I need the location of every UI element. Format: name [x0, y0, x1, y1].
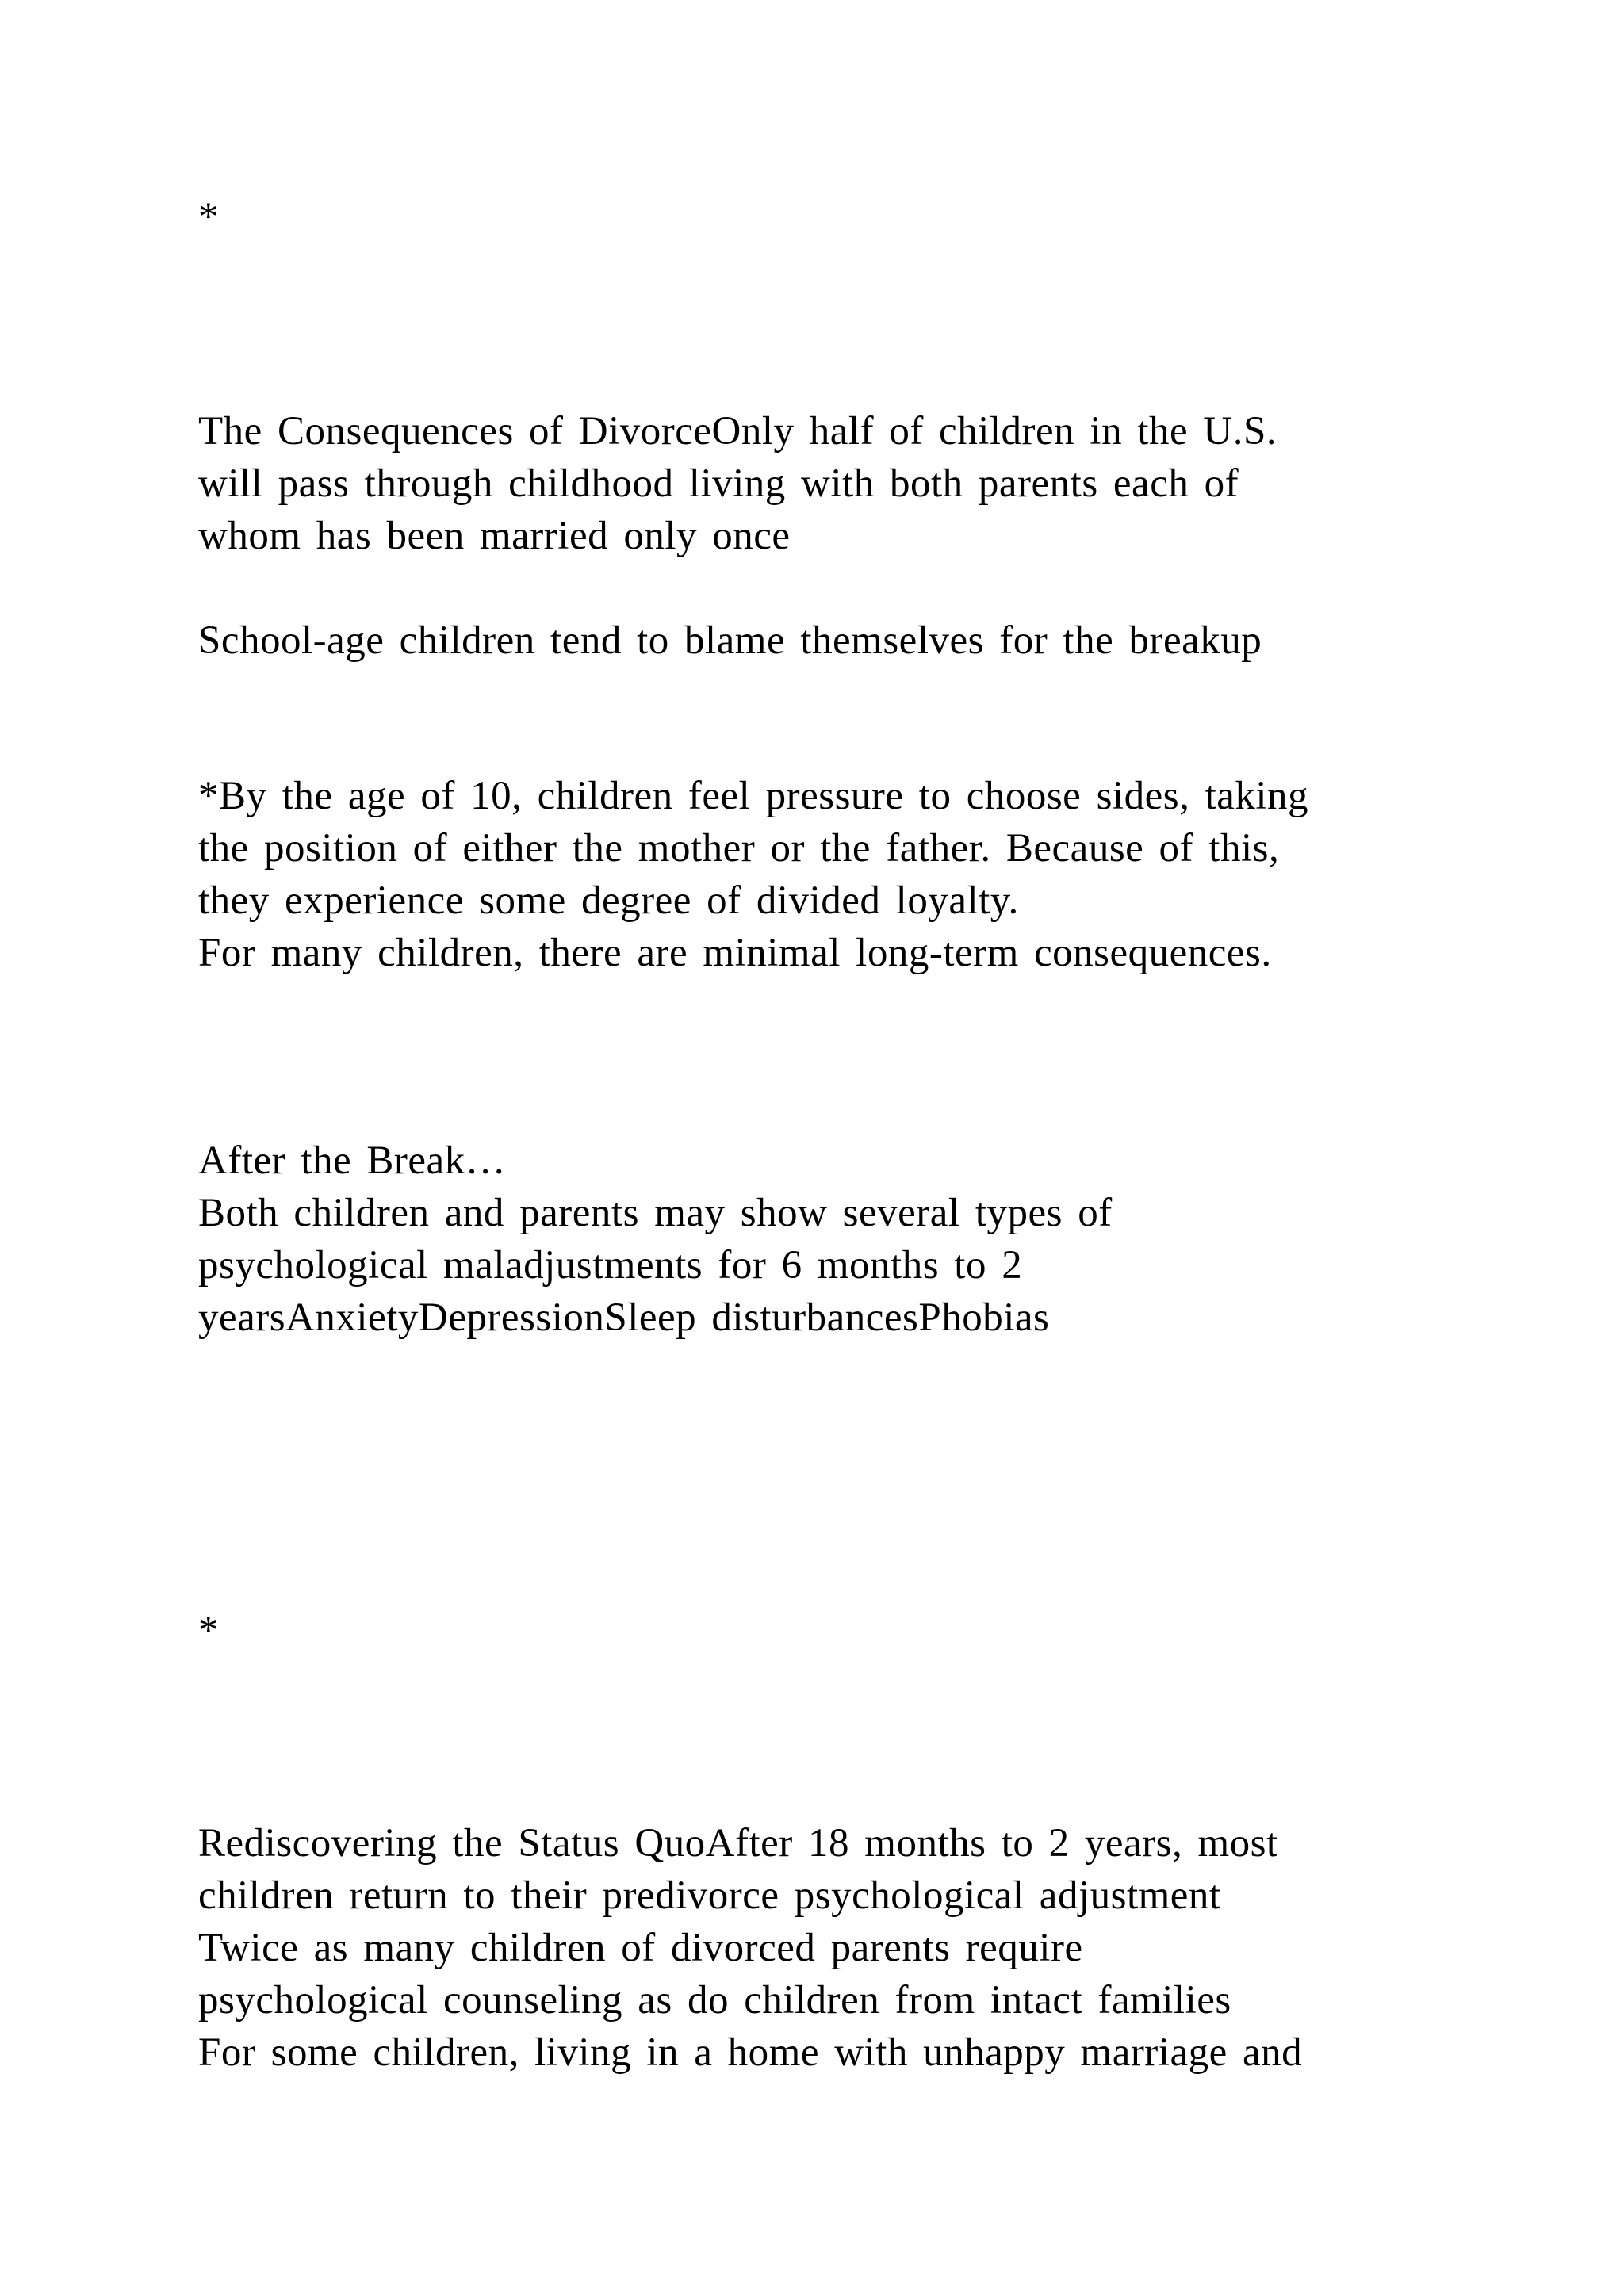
text-line: yearsAnxietyDepressionSleep disturbancesPhobias: [198, 1295, 1050, 1340]
slide-marker-star: *: [198, 195, 219, 239]
text-line: The Consequences of DivorceOnly half of children in the U.S.: [198, 409, 1277, 453]
text-line: psychological counseling as do children from intact families: [198, 1978, 1231, 2022]
slide-marker-star: *: [198, 1609, 219, 1653]
text-line: Twice as many children of divorced parents require: [198, 1926, 1083, 1970]
text-line: After the Break…: [198, 1138, 507, 1183]
text-line: children return to their predivorce psychological adjustment: [198, 1873, 1221, 1918]
text-line: *By the age of 10, children feel pressure to choose sides, taking: [198, 774, 1309, 818]
text-line: will pass through childhood living with both parents each of: [198, 461, 1239, 506]
text-line: Rediscovering the Status QuoAfter 18 months to 2 years, most: [198, 1821, 1278, 1866]
text-line: whom has been married only once: [198, 514, 791, 558]
text-line: For some children, living in a home with unhappy marriage and: [198, 2030, 1303, 2075]
text-line: For many children, there are minimal long-term consequences.: [198, 931, 1272, 975]
text-line: the position of either the mother or the father. Because of this,: [198, 826, 1280, 871]
text-line: psychological maladjustments for 6 months to 2: [198, 1243, 1023, 1288]
text-line: School-age children tend to blame themselves for the breakup: [198, 618, 1262, 663]
text-line: Both children and parents may show several types of: [198, 1191, 1113, 1235]
text-line: they experience some degree of divided loyalty.: [198, 878, 1019, 923]
